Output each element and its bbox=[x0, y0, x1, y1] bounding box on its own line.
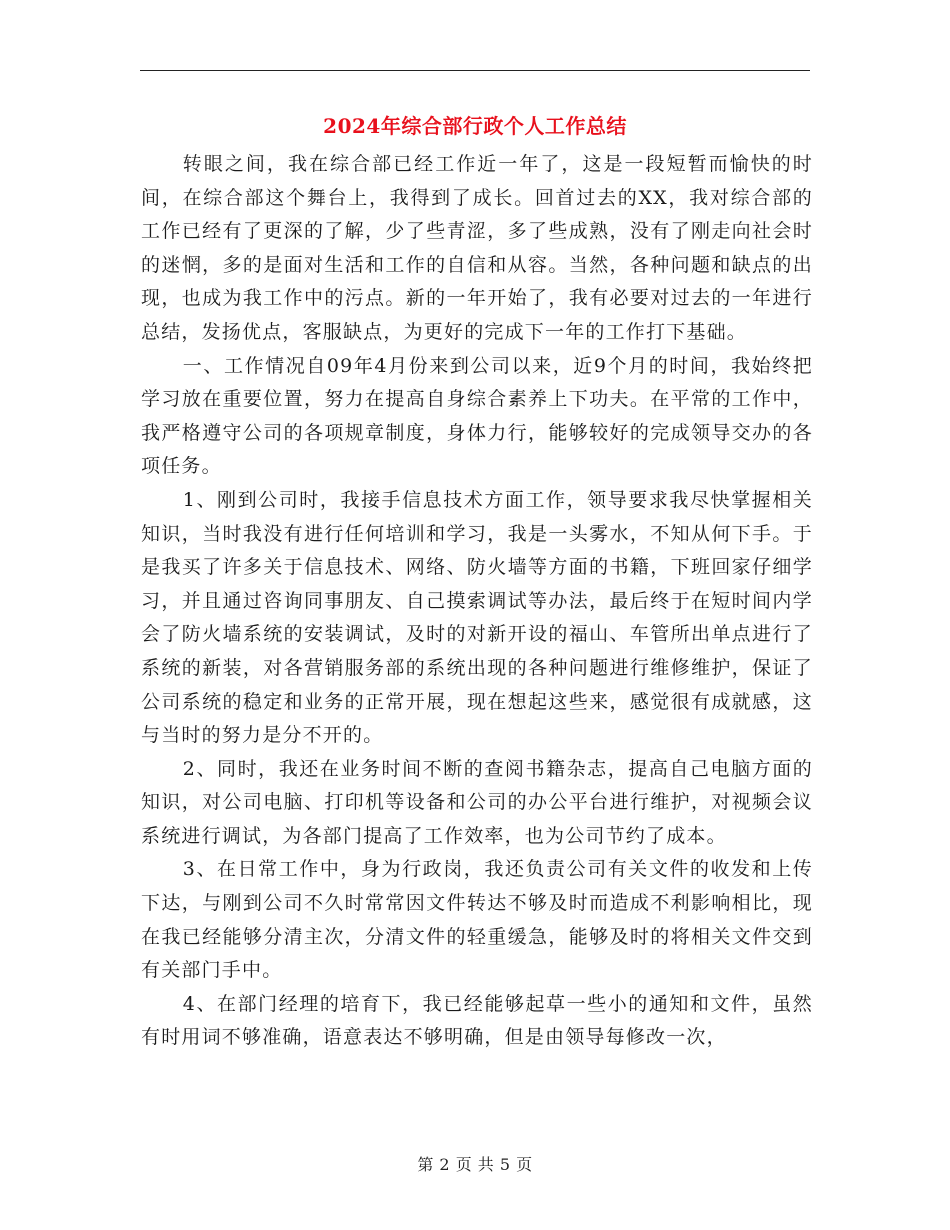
document-body bbox=[141, 148, 813, 1055]
paragraph-item-4: 4、在部门经理的培育下，我已经能够起草一些小的通知和文件，虽然有时用词不够准确，语意表达不够明确，但是由领导每修改一次， bbox=[141, 992, 813, 1049]
paragraph-item-1: 1、刚到公司时，我接手信息技术方面工作，领导要求我尽快掌握相关知识，当时我没有进行任何培训和学习，我是一头雾水，不知从何下手。于是我买了许多关于信息技术、网络、防火墙等方面的书籍，下班回家仔细学习，并且通过咨询同事朋友、自己摸索调试等办法，最后终于在短时间内学会了防火墙系统的安装调试，及时的对新开设的福山、车管所出单点进行了系统的新装，对各营销服务部的系统出现的各种问题进行维修维护，保证了公司系统的稳定和业务的正常开展，现在想起这些来，感觉很有成就感，这与当时的努力是分不开的。 bbox=[141, 488, 813, 747]
paragraph-intro: 转眼之间，我在综合部已经工作近一年了，这是一段短暂而愉快的时间，在综合部这个舞台上，我得到了成长。回首过去的XX，我对综合部的工作已经有了更深的了解，少了些青涩，多了些成熟，没有了刚走向社会时的迷惘，多的是面对生活和工作的自信和从容。当然，各种问题和缺点的出现，也成为我工作中的污点。新的一年开始了，我有必要对过去的一年进行总结，发扬优点，客服缺点，为更好的完成下一年的工作打下基础。 bbox=[141, 153, 813, 343]
document-title: 2024年综合部行政个人工作总结 bbox=[323, 114, 627, 138]
paragraph-item-3: 3、在日常工作中，身为行政岗，我还负责公司有关文件的收发和上传下达，与刚到公司不久时常常因文件转达不够及时而造成不利影响相比，现在我已经能够分清主次，分清文件的轻重缓急，能够及时的将相关文件交到有关部门手中。 bbox=[141, 858, 813, 982]
page-number-footer: 第 2 页 共 5 页 bbox=[417, 1155, 533, 1174]
header-rule bbox=[140, 70, 810, 71]
paragraph-work-overview: 一、工作情况自09年4月份来到公司以来，近9个月的时间，我始终把学习放在重要位置，努力在提高自身综合素养上下功夫。在平常的工作中，我严格遵守公司的各项规章制度，身体力行，能够较好的完成领导交办的各项任务。 bbox=[141, 354, 813, 478]
paragraph-item-2: 2、同时，我还在业务时间不断的查阅书籍杂志，提高自己电脑方面的知识，对公司电脑、打印机等设备和公司的办公平台进行维护，对视频会议系统进行调试，为各部门提高了工作效率，也为公司节约了成本。 bbox=[141, 757, 813, 847]
